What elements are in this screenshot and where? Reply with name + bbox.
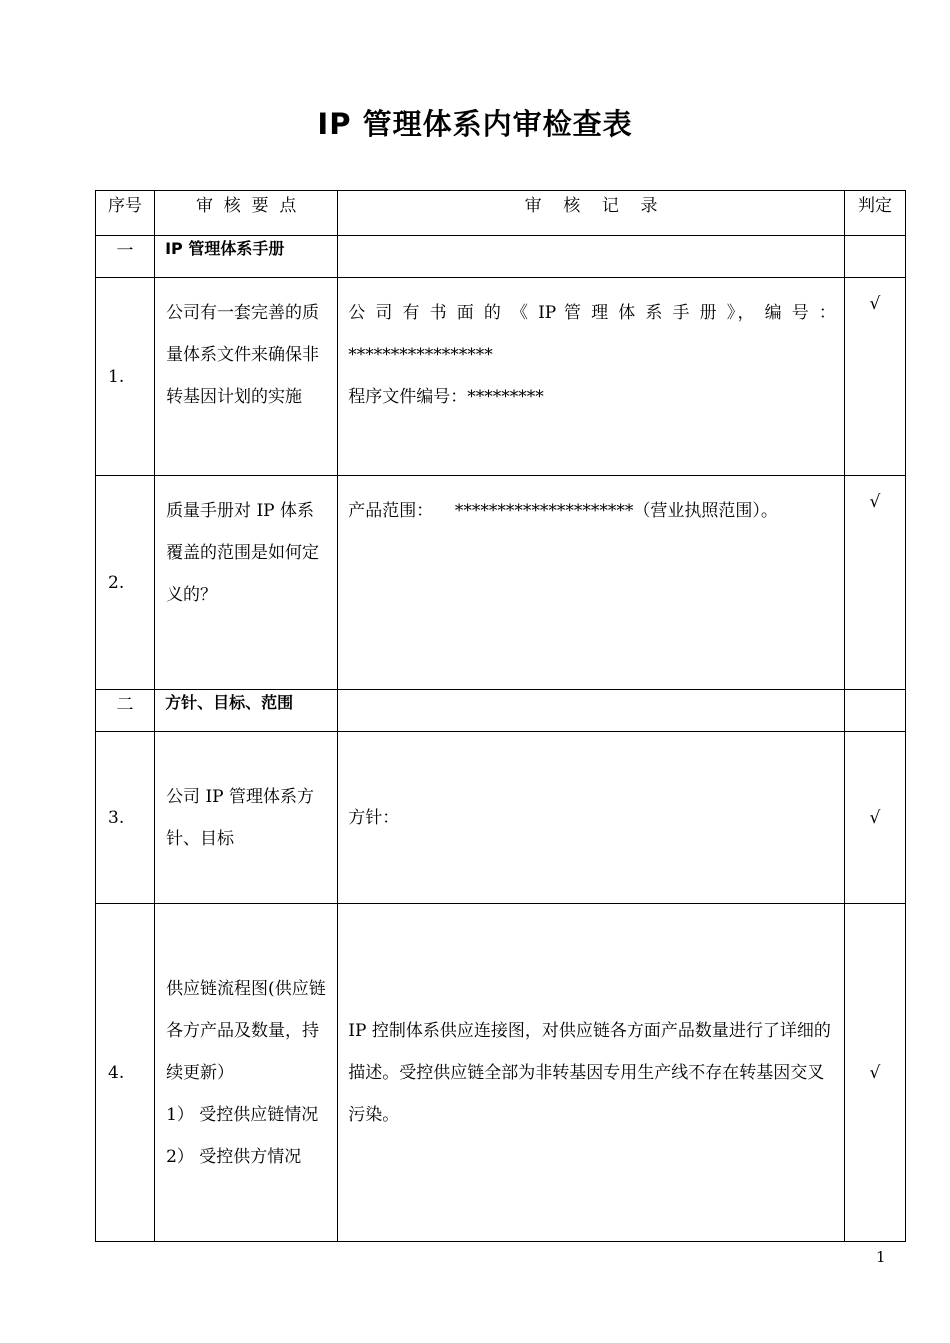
table-row (96, 278, 906, 476)
row-number: 2. (96, 476, 155, 690)
header-points: 审 核 要 点 (155, 191, 338, 236)
section-number: 一 (96, 236, 155, 278)
judgment-check-icon: √ (844, 278, 905, 476)
page-title: IP 管理体系内审检查表 (317, 107, 633, 141)
audit-record: 方针： (338, 732, 845, 904)
page-number: 1 (876, 1248, 886, 1266)
header-no: 序号 (96, 191, 155, 236)
audit-point (155, 904, 338, 1242)
judgment-check-icon: √ (844, 732, 905, 904)
section-number: 二 (96, 690, 155, 732)
row-number: 4. (96, 904, 155, 1242)
header-judgment: 判定 (844, 191, 905, 236)
section-title: 方针、目标、范围 (155, 690, 338, 732)
judgment-check-icon: √ (844, 904, 905, 1242)
audit-point: 公司有一套完善的质量体系文件来确保非转基因计划的实施 (155, 278, 338, 476)
empty-cell (844, 236, 905, 278)
section-title: IP 管理体系手册 (155, 236, 338, 278)
record-line: 公 司 有 书 面 的 《 IP 管 理 体 系 手 册 》， 编 号 ： (348, 303, 836, 323)
record-line: 程序文件编号：********* (348, 387, 544, 407)
section-row (96, 690, 906, 732)
section-row (96, 236, 906, 278)
audit-sub-point: 2） 受控供方情况 (166, 1146, 302, 1167)
empty-cell (844, 690, 905, 732)
table-row (96, 732, 906, 904)
table-header-row (96, 191, 906, 236)
table-row (96, 476, 906, 690)
header-records: 审 核 记 录 (338, 191, 845, 236)
audit-sub-point: 1） 受控供应链情况 (166, 1104, 319, 1125)
audit-point-text: 供应链流程图(供应链各方产品及数量，持续更新） (166, 978, 326, 1083)
audit-record: IP 控制体系供应连接图，对供应链各方面产品数量进行了详细的描述。受控供应链全部为非转基因专用生产线不存在转基因交叉污染。 (338, 904, 845, 1242)
audit-point: 公司 IP 管理体系方针、目标 (155, 732, 338, 904)
table-row (96, 904, 906, 1242)
row-number: 1. (96, 278, 155, 476)
empty-cell (338, 690, 845, 732)
audit-point: 质量手册对 IP 体系覆盖的范围是如何定义的？ (155, 476, 338, 690)
audit-record (338, 278, 845, 476)
audit-record: 产品范围： *********************（营业执照范围）。 (338, 476, 845, 690)
audit-checklist-table (95, 190, 906, 1242)
record-line: ***************** (348, 345, 493, 365)
row-number: 3. (96, 732, 155, 904)
empty-cell (338, 236, 845, 278)
judgment-check-icon: √ (844, 476, 905, 690)
